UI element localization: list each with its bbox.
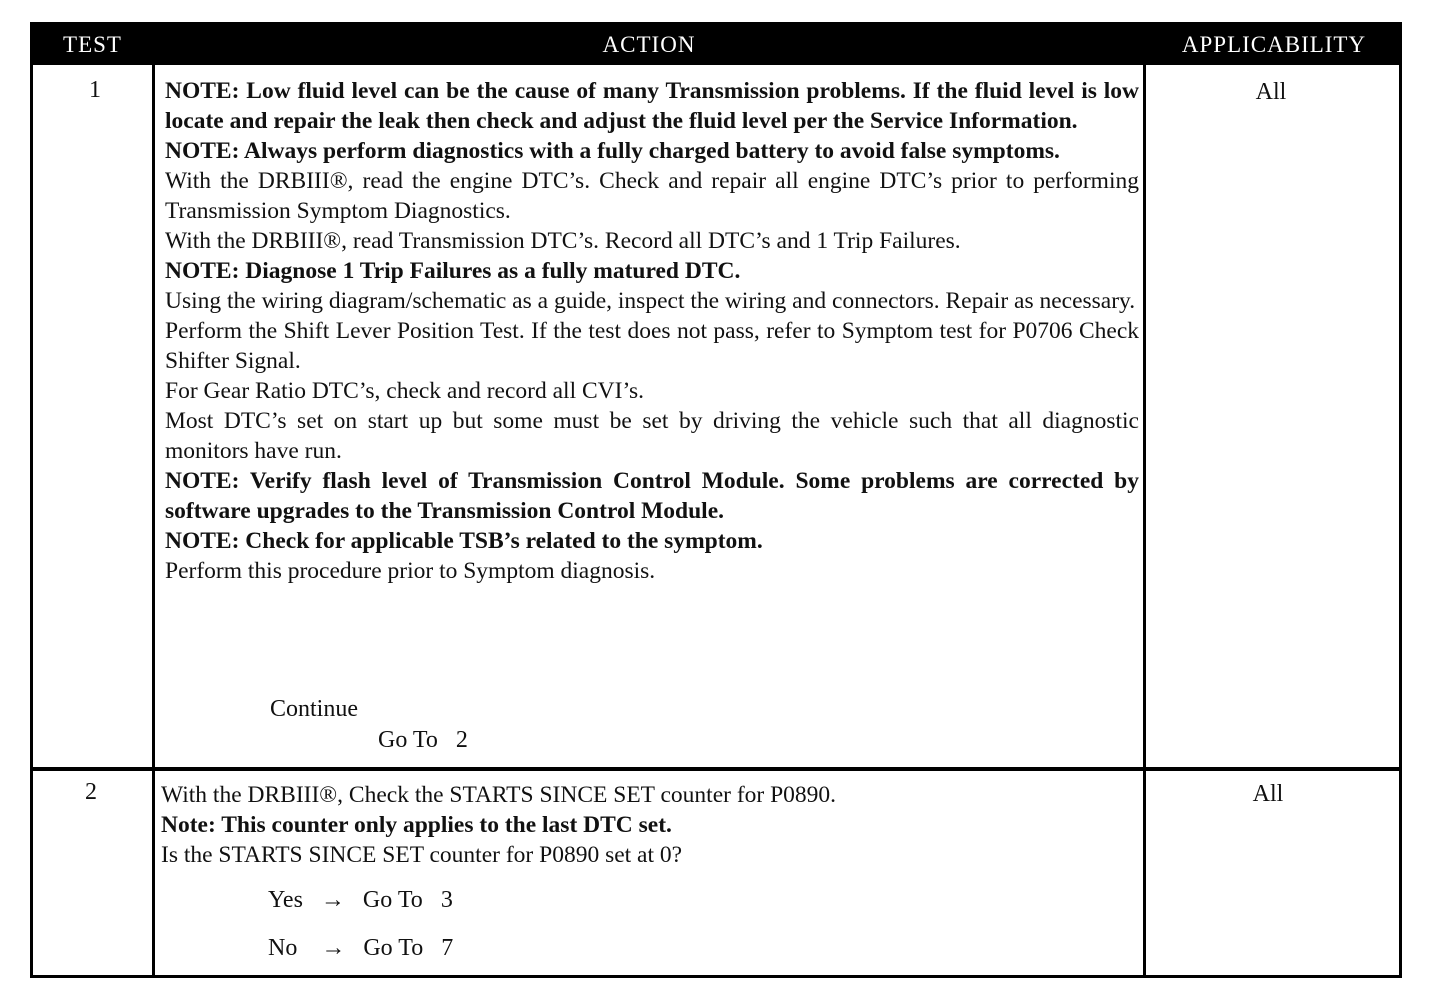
goto-target: 3 xyxy=(440,887,453,913)
test-number: 2 xyxy=(85,779,97,805)
header-action: ACTION xyxy=(602,32,696,57)
yes-branch[interactable] xyxy=(268,887,453,914)
no-label: No xyxy=(268,935,298,961)
action-line: With the DRBIII®, read Transmission DTC’s. Record all DTC’s and 1 Trip Failures. xyxy=(165,228,961,254)
header-applicability: APPLICABILITY xyxy=(1181,32,1367,57)
action-line: With the DRBIII®, Check the STARTS SINCE SET counter for P0890. xyxy=(161,782,837,808)
action-line: NOTE: Diagnose 1 Trip Failures as a fully matured DTC. xyxy=(165,258,741,284)
action-line: Perform this procedure prior to Symptom diagnosis. xyxy=(165,558,656,584)
action-text xyxy=(161,780,1136,870)
action-line: With the DRBIII®, read the engine DTC’s. Check and repair all engine DTC’s prior to performing Transmission Symptom Diagnostics. xyxy=(165,168,1139,224)
column-divider xyxy=(1143,65,1146,975)
header-test: TEST xyxy=(63,32,122,57)
action-line: Most DTC’s set on start up but some must be set by driving the vehicle such that all diagnostic monitors have run. xyxy=(165,408,1139,464)
diagnostic-table xyxy=(30,22,1402,978)
arrow-icon: → xyxy=(320,887,345,913)
goto-target: 2 xyxy=(455,727,468,753)
action-line: NOTE: Check for applicable TSB’s related to the symptom. xyxy=(165,528,763,554)
action-line: NOTE: Always perform diagnostics with a fully charged battery to avoid false symptoms. xyxy=(165,138,1060,164)
column-divider xyxy=(152,65,155,975)
action-line: Using the wiring diagram/schematic as a guide, inspect the wiring and connectors. Repair as necessary. xyxy=(165,288,1136,314)
action-line: Note: This counter only applies to the last DTC set. xyxy=(161,812,672,838)
goto-text: Go To xyxy=(363,935,424,961)
no-branch[interactable] xyxy=(268,935,453,962)
continue-goto[interactable] xyxy=(378,727,468,754)
row-divider xyxy=(33,767,1399,771)
action-line: NOTE: Verify flash level of Transmission Control Module. Some problems are corrected by software upgrades to the Transmission Control Module. xyxy=(165,468,1139,524)
goto-text: Go To xyxy=(378,727,438,753)
goto-text: Go To xyxy=(362,887,423,913)
yes-label: Yes xyxy=(268,887,303,913)
action-line: Is the STARTS SINCE SET counter for P0890 set at 0? xyxy=(161,842,683,868)
action-line: For Gear Ratio DTC’s, check and record all CVI’s. xyxy=(165,378,645,404)
test-number: 1 xyxy=(89,77,101,103)
table-header xyxy=(33,25,1399,65)
action-text xyxy=(165,76,1139,586)
continue-label: Continue xyxy=(270,696,358,722)
applicability-value: All xyxy=(1255,79,1287,105)
arrow-icon: → xyxy=(321,935,346,961)
action-line: NOTE: Low fluid level can be the cause of many Transmission problems. If the fluid level is low locate and repair the leak then check and adjust the fluid level per the Service Information. xyxy=(165,78,1139,134)
action-line: Perform the Shift Lever Position Test. If the test does not pass, refer to Symptom test for P0706 Check Shifter Signal. xyxy=(165,318,1139,374)
applicability-value: All xyxy=(1252,781,1284,807)
goto-target: 7 xyxy=(441,935,454,961)
